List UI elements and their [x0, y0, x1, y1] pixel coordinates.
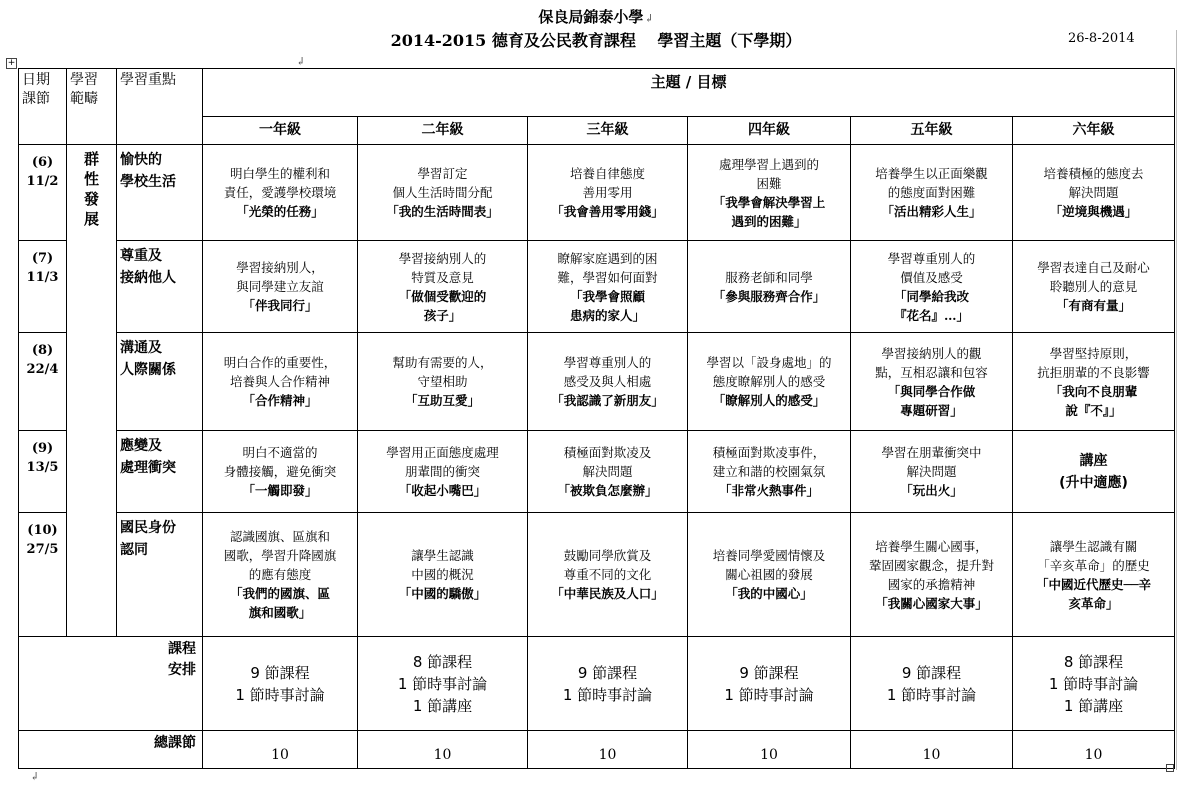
total-cell: 10 [358, 731, 528, 769]
topic-row [19, 513, 1175, 637]
table-move-handle-icon[interactable]: + [7, 58, 16, 68]
objective-text: 學習以「設身處地」的 態度瞭解別人的感受 [706, 355, 832, 389]
objective-cell [203, 241, 358, 333]
paragraph-mark-icon: ↲ [296, 55, 306, 68]
learning-focus: 愉快的 學校生活 [117, 145, 203, 241]
curriculum-table [18, 68, 1175, 769]
document-date: 26-8-2014 [1068, 31, 1135, 46]
objective-cell [528, 513, 688, 637]
lesson-title: 「有商有量」 [1056, 298, 1132, 313]
objective-cell [688, 513, 851, 637]
lesson-title: 「合作精神」 [242, 393, 318, 408]
lesson-title: 「中國近代歷史──辛 亥革命」 [1036, 576, 1152, 611]
school-name: 保良局錦泰小學↲ [538, 8, 654, 26]
objective-text: 學習訂定 個人生活時間分配 [392, 166, 493, 200]
objective-cell [528, 145, 688, 241]
objective-text: 讓學生認識有關 「辛亥革命」的歷史 [1037, 538, 1150, 573]
header-date-label: 日期 課節 [22, 72, 50, 107]
total-cell: 10 [203, 731, 358, 769]
lesson-title: 講座 (升中適應) [1059, 452, 1128, 491]
objective-text: 積極面對欺凌事件， 建立和諧的校園氣氛 [712, 445, 826, 479]
objective-text: 學習堅持原則， 抗拒朋輩的不良影響 [1037, 345, 1150, 380]
objective-text: 學習用正面態度處理 朋輩間的衝突 [386, 445, 499, 479]
objective-text: 學習接納別人的觀 點，互相忍讓和包容 [875, 345, 988, 380]
objective-cell [528, 241, 688, 333]
objective-text: 學習接納別人的 特質及意見 [398, 250, 487, 285]
objective-text: 學習尊重別人的 感受及與人相處 [563, 355, 652, 389]
header-date-lesson [19, 69, 67, 145]
lesson-title: 「參與服務齊合作」 [712, 288, 826, 304]
learning-focus: 溝通及 人際關係 [117, 333, 203, 431]
objective-text: 學習接納別人， 與同學建立友誼 [236, 260, 324, 294]
objective-cell [851, 333, 1013, 431]
lesson-title: 「我學會解決學習上 遇到的困難」 [712, 194, 826, 229]
total-cell: 10 [1013, 731, 1175, 769]
objective-cell [528, 333, 688, 431]
schedule-label: 課程 安排 [19, 637, 203, 731]
lesson-title: 「我學會照顧 患病的家人」 [569, 288, 645, 323]
lesson-title: 「同學給我改 『花名』…」 [893, 288, 969, 323]
objective-cell [358, 431, 528, 513]
header-focus-label: 學習重點 [120, 72, 176, 88]
page-edge [1176, 30, 1177, 770]
lesson-title: 「我向不良朋輩 說『不』」 [1049, 383, 1138, 418]
lesson-title: 「我的生活時間表」 [386, 204, 499, 219]
schedule-cell: 9 節課程 1 節時事討論 [688, 637, 851, 731]
objective-text: 學習尊重別人的 價值及感受 [887, 250, 976, 285]
objective-cell [688, 145, 851, 241]
table-resize-handle-icon[interactable] [1166, 764, 1174, 772]
paragraph-mark-icon: ↲ [30, 770, 40, 783]
objective-text: 培養學生以正面樂觀 的態度面對困難 [875, 166, 988, 200]
objective-text: 處理學習上遇到的 困難 [718, 156, 819, 191]
objective-text: 培養自律態度 善用零用 [569, 166, 645, 200]
lesson-title: 「逆境與機遇」 [1049, 204, 1138, 219]
objective-cell [528, 431, 688, 513]
schedule-cell: 9 節課程 1 節時事討論 [203, 637, 358, 731]
objective-text: 培養積極的態度去 解決問題 [1043, 166, 1144, 200]
objective-cell [358, 145, 528, 241]
objective-cell [1013, 431, 1175, 513]
course-title: 2014-2015 德育及公民教育課程 學習主題（下學期） [390, 31, 802, 50]
schedule-cell: 8 節課程 1 節時事討論 1 節講座 [358, 637, 528, 731]
topic-row [19, 145, 1175, 241]
objective-cell [1013, 333, 1175, 431]
lesson-title: 「被欺負怎麼辦」 [557, 483, 658, 498]
objective-cell [1013, 145, 1175, 241]
objective-cell [203, 431, 358, 513]
objective-text: 培養同學愛國情懷及 關心祖國的發展 [712, 548, 826, 582]
grade-header: 五年級 [851, 117, 1013, 145]
objective-cell [851, 431, 1013, 513]
schedule-cell: 9 節課程 1 節時事討論 [528, 637, 688, 731]
learning-focus: 國民身份 認同 [117, 513, 203, 637]
objective-text: 學習在朋輩衝突中 解決問題 [881, 445, 982, 479]
lesson-title: 「我的中國心」 [725, 586, 813, 601]
objective-text: 明白不適當的 身體接觸，避免衝突 [223, 445, 337, 479]
lesson-title: 「伴我同行」 [242, 298, 318, 313]
grade-header: 二年級 [358, 117, 528, 145]
objective-cell [1013, 513, 1175, 637]
lesson-title: 「中華民族及人口」 [551, 586, 664, 601]
lesson-date: (9) 13/5 [19, 431, 67, 513]
header-domain-label: 學習 範疇 [70, 72, 98, 107]
lesson-title: 「我們的國旗、區 旗和國歌」 [229, 586, 330, 620]
header-focus [117, 69, 203, 145]
lesson-title: 「光榮的任務」 [236, 204, 324, 219]
objective-text: 明白學生的權利和 責任，愛護學校環境 [223, 166, 337, 200]
objective-text: 認識國旗、區旗和 國歌，學習升降國旗 的應有態度 [223, 529, 337, 582]
objective-cell [688, 241, 851, 333]
lesson-title: 「一觸即發」 [242, 483, 318, 498]
lesson-title: 「中國的驕傲」 [398, 586, 487, 601]
topic-row [19, 431, 1175, 513]
schedule-cell: 9 節課程 1 節時事討論 [851, 637, 1013, 731]
total-cell: 10 [851, 731, 1013, 769]
learning-domain: 群 性 發 展 [67, 145, 117, 637]
lesson-date: (7) 11/3 [19, 241, 67, 333]
total-cell: 10 [528, 731, 688, 769]
lesson-title: 「非常火熱事件」 [718, 483, 819, 498]
grade-header: 六年級 [1013, 117, 1175, 145]
objective-text: 培養學生關心國事， 鞏固國家觀念，提升對 國家的承擔精神 [868, 538, 994, 592]
total-row [19, 731, 1175, 769]
lesson-title: 「瞭解別人的感受」 [712, 393, 826, 408]
topic-row [19, 333, 1175, 431]
lesson-date: (6) 11/2 [19, 145, 67, 241]
lesson-title: 「我關心國家大事」 [875, 595, 988, 611]
learning-focus: 尊重及 接納他人 [117, 241, 203, 333]
objective-cell [688, 333, 851, 431]
lesson-title: 「互助互愛」 [404, 393, 480, 408]
objective-cell [358, 241, 528, 333]
objective-text: 服務老師和同學 [725, 269, 813, 285]
objective-cell [203, 145, 358, 241]
objective-cell [851, 241, 1013, 333]
header-domain [67, 69, 117, 145]
schedule-row [19, 637, 1175, 731]
objective-text: 學習表達自己及耐心 聆聽別人的意見 [1037, 260, 1150, 294]
objective-text: 瞭解家庭遇到的困 難，學習如何面對 [557, 250, 658, 285]
topic-row [19, 241, 1175, 333]
objective-text: 讓學生認識 中國的概況 [411, 548, 474, 582]
objective-text: 幫助有需要的人， 守望相助 [392, 355, 493, 389]
grade-header: 四年級 [688, 117, 851, 145]
grade-header: 三年級 [528, 117, 688, 145]
lesson-title: 「與同學合作做 專題研習」 [887, 383, 976, 418]
header-theme: 主題 / 目標 [203, 69, 1175, 117]
lesson-title: 「收起小嘴巴」 [398, 483, 487, 498]
objective-cell [203, 333, 358, 431]
objective-cell [851, 513, 1013, 637]
objective-cell [851, 145, 1013, 241]
grade-header: 一年級 [203, 117, 358, 145]
objective-cell [358, 333, 528, 431]
total-label: 總課節 [19, 731, 203, 769]
objective-cell [203, 513, 358, 637]
lesson-date: (10) 27/5 [19, 513, 67, 637]
objective-text: 積極面對欺凌及 解決問題 [563, 445, 652, 479]
objective-cell [688, 431, 851, 513]
schedule-cell: 8 節課程 1 節時事討論 1 節講座 [1013, 637, 1175, 731]
lesson-date: (8) 22/4 [19, 333, 67, 431]
learning-focus: 應變及 處理衝突 [117, 431, 203, 513]
objective-cell [358, 513, 528, 637]
lesson-title: 「我會善用零用錢」 [551, 204, 664, 219]
total-cell: 10 [688, 731, 851, 769]
objective-text: 明白合作的重要性， 培養與人合作精神 [223, 355, 337, 389]
lesson-title: 「我認識了新朋友」 [551, 393, 664, 408]
lesson-title: 「玩出火」 [900, 483, 963, 498]
lesson-title: 「做個受歡迎的 孩子」 [398, 288, 487, 323]
lesson-title: 「活出精彩人生」 [881, 204, 982, 219]
objective-text: 鼓勵同學欣賞及 尊重不同的文化 [563, 548, 652, 582]
objective-cell [1013, 241, 1175, 333]
